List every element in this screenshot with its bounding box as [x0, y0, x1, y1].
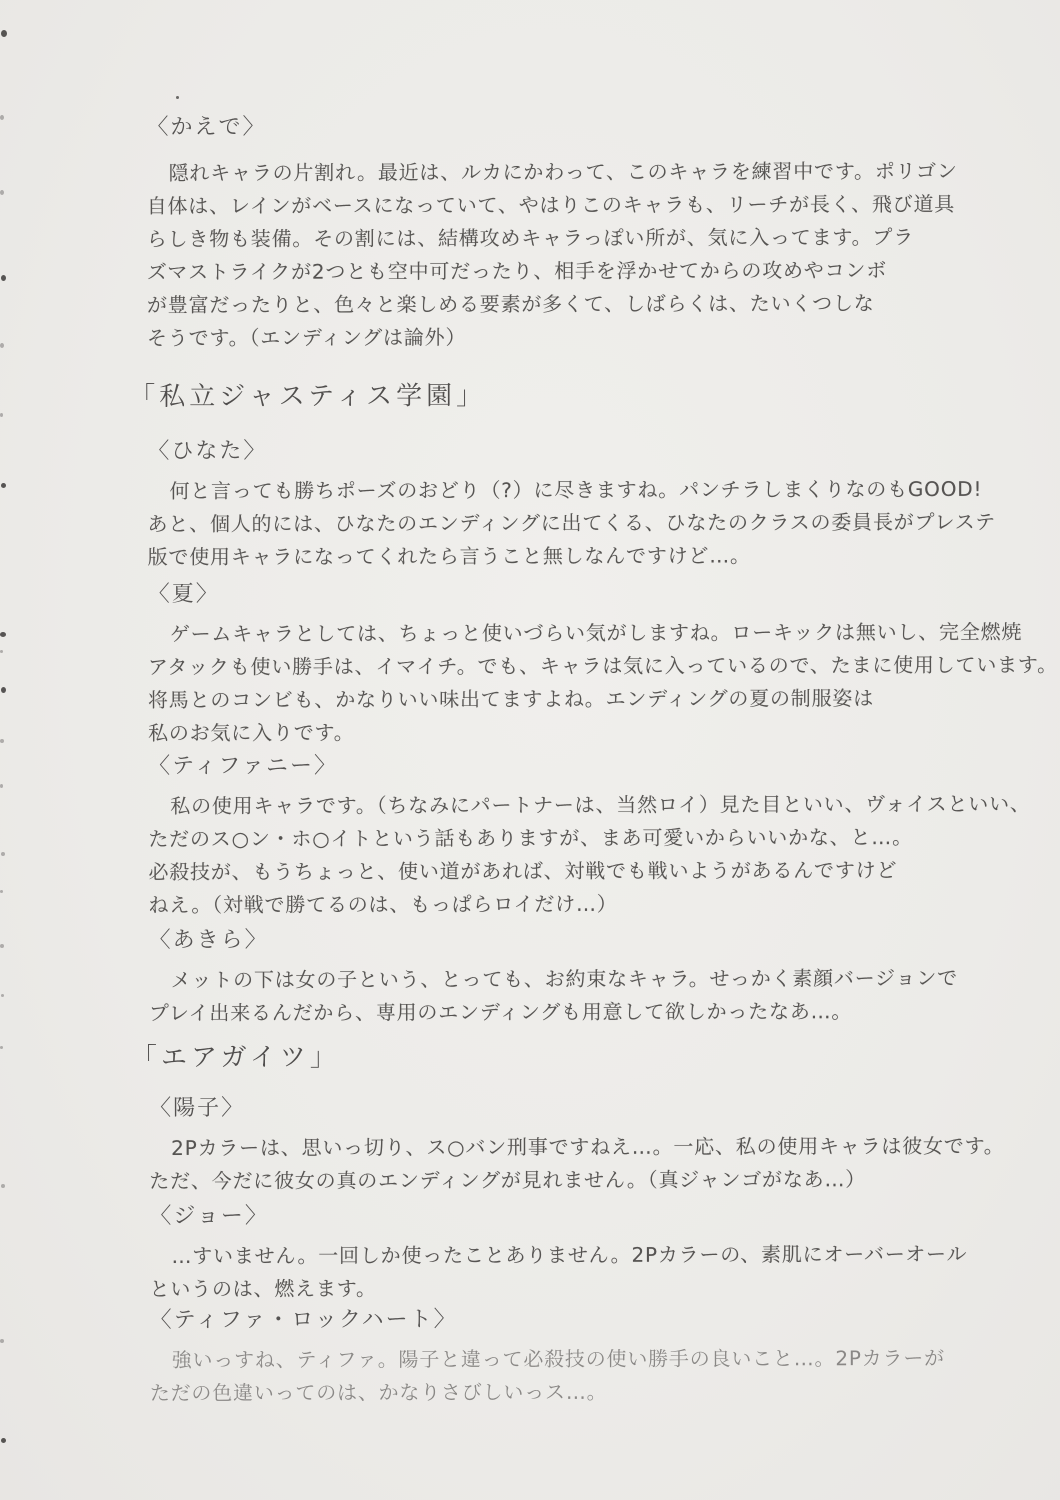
handwritten-line: ただの色違いってのは、かなりさびしいっス…。: [149, 1379, 608, 1405]
handwritten-line: ズマストライクが2つとも空中可だったり、相手を浮かせてからの攻めやコンボ: [146, 258, 888, 285]
paragraph-joe: [1, 1238, 1060, 1307]
handwritten-line: 必殺技が、もうちょっと、使い道があれば、対戦でも戦いようがあるんですけど: [148, 858, 898, 884]
handwritten-line: メットの下は女の子という、とっても、お約束なキャラ。せっかく素顔バージョンで: [170, 965, 958, 992]
handwritten-line: 何と言っても勝ちポーズのおどり（?）に尽きますね。パンチラしまくりなのもGOOD!: [169, 476, 983, 503]
character-heading-tiffany: 〈ティファニー〉: [148, 753, 339, 779]
game-title-ehrgeiz: 「エアガイツ」: [130, 1042, 340, 1074]
handwritten-line: 私の使用キャラです。（ちなみにパートナーは、当然ロイ）見た目といい、ヴォイスといい、: [170, 791, 1031, 818]
handwritten-line: ただ、今だに彼女の真のエンディングが見れません。（真ジャンゴがなあ…）: [149, 1167, 867, 1193]
handwritten-line: が豊富だったりと、色々と楽しめる要素が多くて、しばらくは、たいくつしな: [146, 291, 875, 318]
handwritten-line: ただのス○ン・ホ○イトという話もありますが、まあ可愛いからいいかな、と…。: [148, 824, 913, 851]
paragraph-tifa-lockhart: [2, 1342, 1060, 1411]
handwritten-line: ゲームキャラとしては、ちょっと使いづらい気がしますね。ローキックは無いし、完全燃焼: [169, 619, 1023, 646]
handwritten-line: 将馬とのコンビも、かなりいい味出てますよね。エンディングの夏の制服姿は: [147, 686, 875, 713]
game-title-justice-gakuen: 「私立ジャスティス学園」: [129, 381, 487, 413]
character-heading-tifa-lockhart: 〈ティファ・ロックハート〉: [149, 1307, 458, 1333]
character-heading-natsu: 〈夏〉: [147, 581, 220, 608]
paragraph-tiffany: [0, 788, 1060, 923]
handwritten-line: 私のお気に入りです。: [148, 720, 355, 745]
handwritten-line: …すいません。一回しか使ったことありません。2Pカラーの、素肌にオーバーオール: [171, 1241, 968, 1268]
handwritten-line: 強いっすね、ティファ。陽子と違って必殺技の使い勝手の良いこと…。2Pカラーが: [171, 1345, 945, 1372]
handwritten-line: というのは、燃えます。: [149, 1276, 377, 1301]
paragraph-kaede: [0, 155, 1059, 356]
handwritten-line: あと、個人的には、ひなたのエンディングに出てくる、ひなたのクラスの委員長がプレステ: [147, 509, 996, 537]
character-heading-joe: 〈ジョー〉: [149, 1203, 269, 1229]
handwritten-line: プレイ出来るんだから、専用のエンディングも用意して欲しかったなあ…。: [148, 999, 853, 1025]
character-heading-yoko: 〈陽子〉: [149, 1095, 246, 1121]
handwritten-line: らしき物も装備。その割には、結構攻めキャラっぽい所が、気に入ってます。プラ: [146, 224, 915, 252]
scan-speck: [1, 1438, 6, 1443]
handwritten-line: 隠れキャラの片割れ。最近は、ルカにかわって、このキャラを練習中です。ポリゴン: [168, 158, 958, 185]
character-heading-kaede: 〈かえで〉: [146, 114, 267, 141]
paragraph-yoko: [1, 1130, 1060, 1199]
paragraph-akira: [1, 962, 1060, 1031]
handwritten-line: ねえ。（対戦で勝てるのは、もっぱらロイだけ…）: [148, 891, 618, 917]
handwritten-line: 2Pカラーは、思いっ切り、ス○バン刑事ですねえ…。一応、私の使用キャラは彼女です。: [171, 1133, 1005, 1160]
paragraph-natsu: [0, 616, 1060, 751]
handwritten-line: アタックも使い勝手は、イマイチ。でも、キャラは気に入っているので、たまに使用しています。: [147, 652, 1058, 680]
handwritten-line: 版で使用キャラになってくれたら言うこと無しなんですけど…。: [147, 543, 751, 570]
handwritten-line: 自体は、レインがベースになっていて、やはりこのキャラも、リーチが長く、飛び道具: [146, 191, 956, 219]
handwritten-line: そうです。（エンディングは論外）: [147, 325, 467, 351]
character-heading-akira: 〈あきら〉: [148, 927, 269, 953]
paragraph-hinata: [0, 473, 1060, 575]
character-heading-hinata: 〈ひなた〉: [147, 438, 268, 465]
